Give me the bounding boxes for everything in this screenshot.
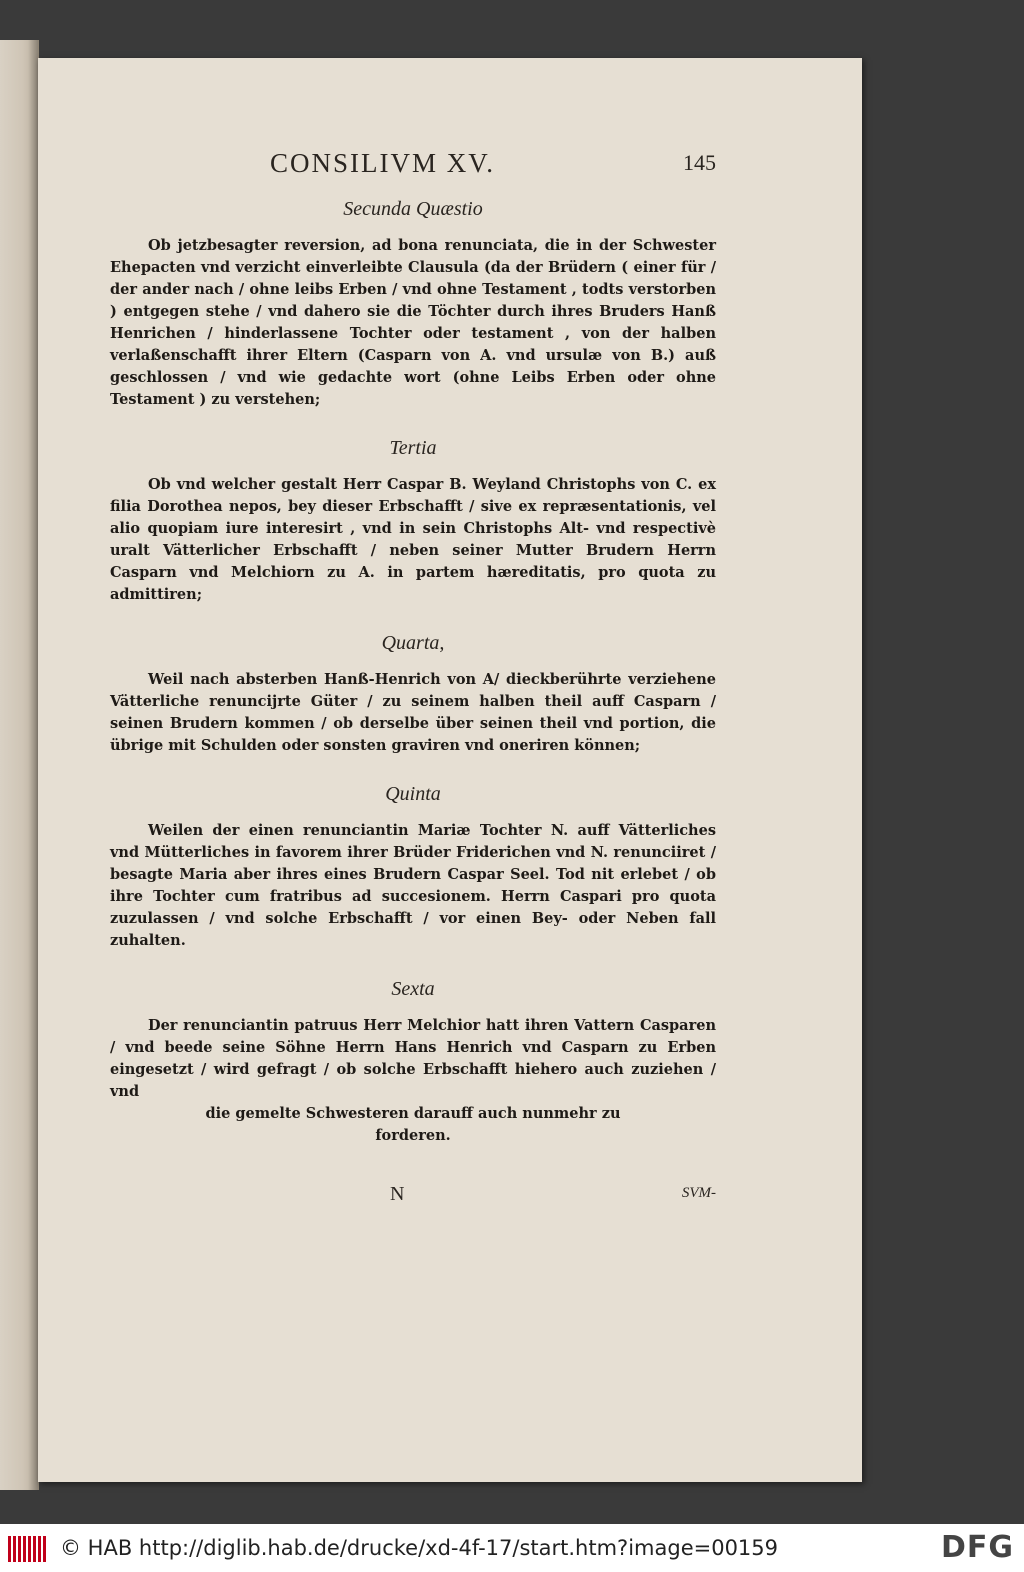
source-link[interactable]: © HAB http://diglib.hab.de/drucke/xd-4f-17/start.htm?image=00159 [60, 1536, 779, 1560]
section-text-secunda: Ob jetzbesagter reversion, ad bona renunciata, die in der Schwester Ehepacten vnd verzicht einverleibte Clausula (da der Brüdern ( einer für / der ander nach / ohne leibs Erben / vnd ohne Testament , todts verstorben ) entgegen stehe / vnd dahero sie die Töchter durch ihres Bruders Hanß Henrichen / hinderlassene Tochter oder testament , von der halben verlaßenschafft ihrer Eltern (Casparn von A. vnd ursulæ von B.) auß geschlossen / vnd wie gedachte wort (ohne Leibs Erben oder ohne Testament ) zu verstehen; [110, 237, 716, 408]
book-page [38, 58, 862, 1482]
section-text-quarta: Weil nach absterben Hanß-Henrich von A/ dieckberührte verziehene Vätterliche renuncijrte Güter / zu seinem halben theil auff Casparn / seinen Brudern kommen / ob derselbe über seinen theil vnd portion, die übrige mit Schulden oder sonsten graviren vnd oneriren können; [110, 671, 716, 754]
section-text-quinta: Weilen der einen renunciantin Mariæ Tochter N. auff Vätterliches vnd Mütterliches in favorem ihrer Brüder Friderichen vnd N. renunciiret / besagte Maria aber ihres eines Brudern Caspar Seel. Tod nit erlebet / ob ihre Tochter cum fratribus ad succesionem. Herrn Caspari pro quota zuzulassen / vnd solche Erbschafft / vor einen Bey- oder Neben fall zuhalten. [110, 822, 716, 949]
section-text-tertia: Ob vnd welcher gestalt Herr Caspar B. Weyland Christophs von C. ex filia Dorothea nepos, bey dieser Erbschafft / sive ex repræsentationis, vel alio quopiam iure interesirt , vnd in sein Christophs Alt- vnd respectivè uralt Vätterlicher Erbschafft / neben seiner Mutter Brudern Herrn Casparn vnd Melchiorn zu A. in partem hæreditatis, pro quota zu admittiren; [110, 476, 716, 603]
catchword: SVM- [681, 1185, 716, 1201]
page-text-block [110, 148, 716, 1213]
section-text-sexta: Der renunciantin patruus Herr Melchior hatt ihren Vattern Casparen / vnd beede seine Söhne Herrn Hans Henrich vnd Casparn zu Erben eingesetzt / wird gefragt / ob solche Erbschafft hiehero auch zuziehen / vnd [110, 1017, 716, 1100]
section-heading-secunda: Secunda Quæstio [343, 198, 483, 220]
page-number: 145 [683, 150, 716, 175]
section-heading-quarta: Quarta, [381, 632, 445, 654]
credit-bar [0, 1524, 1024, 1572]
running-head [110, 148, 716, 188]
page-footer [110, 1183, 716, 1213]
section-heading-quinta: Quinta [385, 783, 441, 805]
running-title: CONSILIVM XV. [270, 148, 496, 178]
facing-page-edge [0, 40, 39, 1490]
dfg-logo: DFG [940, 1530, 1014, 1565]
hab-logo-icon [8, 1536, 46, 1562]
book-spine-shadow [28, 40, 38, 1490]
signature-mark: N [390, 1183, 405, 1205]
section-heading-sexta: Sexta [391, 978, 435, 1000]
section-text-sexta-tail: die gemelte Schwesteren darauff auch nunmehr zu forderen. [205, 1105, 621, 1144]
section-heading-tertia: Tertia [389, 437, 437, 459]
